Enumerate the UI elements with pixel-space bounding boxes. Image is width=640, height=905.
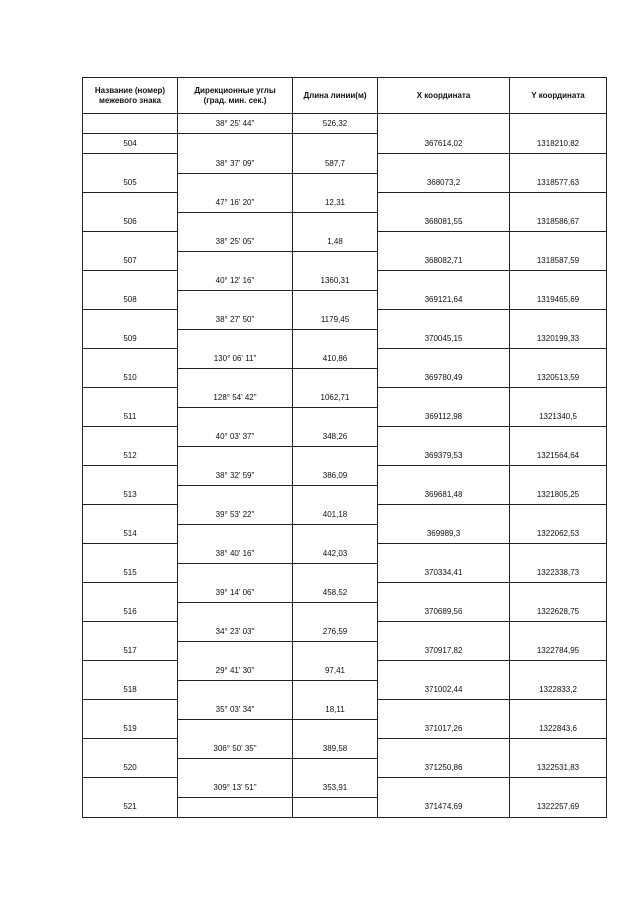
empty-cell bbox=[293, 251, 378, 271]
direction-angle-cell: 309° 13' 51" bbox=[178, 778, 293, 798]
table-row bbox=[83, 368, 607, 388]
x-coordinate-cell: 369121,64 bbox=[378, 290, 510, 310]
empty-cell bbox=[178, 290, 293, 310]
line-length-cell: 1062,71 bbox=[293, 388, 378, 408]
empty-cell bbox=[378, 583, 510, 603]
table-row bbox=[83, 134, 607, 154]
line-length-cell: 401,18 bbox=[293, 505, 378, 525]
boundary-coordinates-table bbox=[82, 77, 607, 818]
empty-cell bbox=[178, 680, 293, 700]
header-line-length bbox=[293, 78, 378, 114]
empty-cell bbox=[178, 212, 293, 232]
table-row bbox=[83, 251, 607, 271]
direction-angle-cell: 38° 25' 05" bbox=[178, 232, 293, 252]
line-length-cell: 12,31 bbox=[293, 193, 378, 213]
point-name-cell: 512 bbox=[83, 446, 178, 466]
header-y-coordinate bbox=[510, 78, 607, 114]
line-length-cell: 442,03 bbox=[293, 544, 378, 564]
empty-cell bbox=[510, 310, 607, 330]
empty-cell bbox=[83, 544, 178, 564]
empty-cell bbox=[378, 232, 510, 252]
y-coordinate-cell: 1320513,59 bbox=[510, 368, 607, 388]
line-length-cell: 353,91 bbox=[293, 778, 378, 798]
empty-cell bbox=[510, 700, 607, 720]
empty-cell bbox=[378, 193, 510, 213]
y-coordinate-cell: 1322257,69 bbox=[510, 797, 607, 817]
table-row bbox=[83, 563, 607, 583]
empty-cell bbox=[510, 505, 607, 525]
direction-angle-cell: 39° 53' 22" bbox=[178, 505, 293, 525]
table-row bbox=[83, 329, 607, 349]
direction-angle-cell: 40° 03' 37" bbox=[178, 427, 293, 447]
empty-cell bbox=[83, 622, 178, 642]
direction-angle-cell: 38° 32' 59" bbox=[178, 466, 293, 486]
table-body bbox=[83, 114, 607, 818]
direction-angle-cell: 35° 03' 34" bbox=[178, 700, 293, 720]
x-coordinate-cell: 368082,71 bbox=[378, 251, 510, 271]
x-coordinate-cell: 369780,49 bbox=[378, 368, 510, 388]
empty-cell bbox=[510, 778, 607, 798]
empty-cell bbox=[510, 388, 607, 408]
empty-cell bbox=[178, 173, 293, 193]
empty-cell bbox=[378, 778, 510, 798]
table-row bbox=[83, 310, 607, 330]
empty-cell bbox=[293, 485, 378, 505]
empty-cell bbox=[510, 154, 607, 174]
empty-cell bbox=[293, 758, 378, 778]
y-coordinate-cell: 1321564,64 bbox=[510, 446, 607, 466]
point-name-cell: 504 bbox=[83, 134, 178, 154]
y-coordinate-cell: 1318587,59 bbox=[510, 251, 607, 271]
empty-cell bbox=[510, 661, 607, 681]
table-row bbox=[83, 758, 607, 778]
point-name-cell: 515 bbox=[83, 563, 178, 583]
empty-cell bbox=[293, 173, 378, 193]
y-coordinate-cell: 1322833,2 bbox=[510, 680, 607, 700]
x-coordinate-cell: 368081,55 bbox=[378, 212, 510, 232]
empty-cell bbox=[178, 641, 293, 661]
empty-cell bbox=[293, 524, 378, 544]
x-coordinate-cell: 371017,26 bbox=[378, 719, 510, 739]
point-name-cell: 508 bbox=[83, 290, 178, 310]
header-x-coordinate bbox=[378, 78, 510, 114]
direction-angle-cell: 130° 06' 11" bbox=[178, 349, 293, 369]
table-row bbox=[83, 641, 607, 661]
header-point-name bbox=[83, 78, 178, 114]
empty-cell bbox=[510, 193, 607, 213]
x-coordinate-cell: 371474,69 bbox=[378, 797, 510, 817]
y-coordinate-cell: 1322843,6 bbox=[510, 719, 607, 739]
line-length-cell: 1,48 bbox=[293, 232, 378, 252]
table-row bbox=[83, 290, 607, 310]
empty-cell bbox=[83, 583, 178, 603]
direction-angle-cell: 38° 25' 44" bbox=[178, 114, 293, 134]
table-header-row bbox=[83, 78, 607, 114]
table-row bbox=[83, 114, 607, 134]
empty-cell bbox=[83, 778, 178, 798]
point-name-cell: 517 bbox=[83, 641, 178, 661]
x-coordinate-cell: 370917,82 bbox=[378, 641, 510, 661]
table-row bbox=[83, 505, 607, 525]
empty-cell bbox=[293, 329, 378, 349]
empty-cell bbox=[510, 349, 607, 369]
empty-cell bbox=[293, 602, 378, 622]
empty-cell bbox=[378, 466, 510, 486]
empty-cell bbox=[510, 232, 607, 252]
direction-angle-cell: 39° 14' 06" bbox=[178, 583, 293, 603]
x-coordinate-cell: 371002,44 bbox=[378, 680, 510, 700]
direction-angle-cell: 34° 23' 03" bbox=[178, 622, 293, 642]
empty-cell bbox=[510, 466, 607, 486]
point-name-cell: 520 bbox=[83, 758, 178, 778]
table-row bbox=[83, 680, 607, 700]
y-coordinate-cell: 1322628,75 bbox=[510, 602, 607, 622]
empty-cell bbox=[83, 154, 178, 174]
empty-cell bbox=[83, 739, 178, 759]
direction-angle-cell: 47° 16' 20" bbox=[178, 193, 293, 213]
empty-cell bbox=[83, 232, 178, 252]
empty-cell bbox=[378, 739, 510, 759]
header-label: Название (номер) межевого знака bbox=[94, 85, 166, 105]
x-coordinate-cell: 368073,2 bbox=[378, 173, 510, 193]
empty-cell bbox=[83, 193, 178, 213]
y-coordinate-cell: 1318210,82 bbox=[510, 134, 607, 154]
empty-cell bbox=[293, 641, 378, 661]
empty-cell bbox=[83, 388, 178, 408]
line-length-cell: 587,7 bbox=[293, 154, 378, 174]
empty-cell bbox=[378, 505, 510, 525]
x-coordinate-cell: 371250,86 bbox=[378, 758, 510, 778]
empty-cell bbox=[293, 563, 378, 583]
empty-cell bbox=[510, 271, 607, 291]
table-row bbox=[83, 232, 607, 252]
empty-cell bbox=[178, 251, 293, 271]
empty-cell bbox=[378, 544, 510, 564]
direction-angle-cell: 38° 40' 16" bbox=[178, 544, 293, 564]
x-coordinate-cell: 369989,3 bbox=[378, 524, 510, 544]
empty-cell bbox=[83, 700, 178, 720]
table-row bbox=[83, 173, 607, 193]
empty-cell bbox=[378, 271, 510, 291]
empty-cell bbox=[178, 329, 293, 349]
direction-angle-cell: 128° 54' 42" bbox=[178, 388, 293, 408]
point-name-cell: 518 bbox=[83, 680, 178, 700]
point-name-cell: 516 bbox=[83, 602, 178, 622]
empty-cell bbox=[378, 622, 510, 642]
empty-cell bbox=[293, 212, 378, 232]
table-row bbox=[83, 485, 607, 505]
table-row bbox=[83, 446, 607, 466]
table-row bbox=[83, 212, 607, 232]
point-name-cell: 513 bbox=[83, 485, 178, 505]
empty-cell bbox=[293, 407, 378, 427]
empty-cell bbox=[510, 114, 607, 134]
empty-cell bbox=[178, 446, 293, 466]
line-length-cell: 1360,31 bbox=[293, 271, 378, 291]
table-row bbox=[83, 700, 607, 720]
direction-angle-cell: 306° 50' 35" bbox=[178, 739, 293, 759]
x-coordinate-cell: 369379,53 bbox=[378, 446, 510, 466]
empty-cell bbox=[178, 758, 293, 778]
line-length-cell: 276,59 bbox=[293, 622, 378, 642]
table-row bbox=[83, 622, 607, 642]
empty-cell bbox=[378, 114, 510, 134]
direction-angle-cell: 38° 27' 50" bbox=[178, 310, 293, 330]
empty-cell bbox=[83, 310, 178, 330]
empty-cell bbox=[293, 680, 378, 700]
empty-cell bbox=[83, 466, 178, 486]
point-name-cell: 507 bbox=[83, 251, 178, 271]
empty-cell bbox=[293, 797, 378, 817]
table-row bbox=[83, 778, 607, 798]
empty-cell bbox=[83, 271, 178, 291]
empty-cell bbox=[378, 661, 510, 681]
table-row bbox=[83, 427, 607, 447]
table-row bbox=[83, 583, 607, 603]
empty-cell bbox=[510, 427, 607, 447]
point-name-cell: 506 bbox=[83, 212, 178, 232]
line-length-cell: 386,09 bbox=[293, 466, 378, 486]
empty-cell bbox=[178, 602, 293, 622]
line-length-cell: 526,32 bbox=[293, 114, 378, 134]
line-length-cell: 1179,45 bbox=[293, 310, 378, 330]
direction-angle-cell: 38° 37' 09" bbox=[178, 154, 293, 174]
table-row bbox=[83, 719, 607, 739]
empty-cell bbox=[510, 583, 607, 603]
table-row bbox=[83, 544, 607, 564]
line-length-cell: 410,86 bbox=[293, 349, 378, 369]
table-row bbox=[83, 407, 607, 427]
line-length-cell: 97,41 bbox=[293, 661, 378, 681]
y-coordinate-cell: 1318577,63 bbox=[510, 173, 607, 193]
x-coordinate-cell: 370334,41 bbox=[378, 563, 510, 583]
table-row bbox=[83, 466, 607, 486]
empty-cell bbox=[178, 134, 293, 154]
header-label: X координата bbox=[416, 90, 471, 100]
empty-cell bbox=[178, 524, 293, 544]
empty-cell bbox=[83, 114, 178, 134]
empty-cell bbox=[378, 310, 510, 330]
line-length-cell: 18,11 bbox=[293, 700, 378, 720]
empty-cell bbox=[83, 349, 178, 369]
empty-cell bbox=[510, 622, 607, 642]
table-row bbox=[83, 661, 607, 681]
point-name-cell: 510 bbox=[83, 368, 178, 388]
table-row bbox=[83, 193, 607, 213]
point-name-cell: 521 bbox=[83, 797, 178, 817]
table-row bbox=[83, 602, 607, 622]
empty-cell bbox=[178, 368, 293, 388]
empty-cell bbox=[178, 485, 293, 505]
x-coordinate-cell: 369681,48 bbox=[378, 485, 510, 505]
point-name-cell: 509 bbox=[83, 329, 178, 349]
point-name-cell: 505 bbox=[83, 173, 178, 193]
empty-cell bbox=[83, 505, 178, 525]
table-row bbox=[83, 797, 607, 817]
table-row bbox=[83, 388, 607, 408]
y-coordinate-cell: 1322062,53 bbox=[510, 524, 607, 544]
y-coordinate-cell: 1318586,67 bbox=[510, 212, 607, 232]
empty-cell bbox=[178, 407, 293, 427]
x-coordinate-cell: 367614,02 bbox=[378, 134, 510, 154]
header-direction-angle bbox=[178, 78, 293, 114]
y-coordinate-cell: 1321340,5 bbox=[510, 407, 607, 427]
empty-cell bbox=[178, 719, 293, 739]
direction-angle-cell: 40° 12' 16" bbox=[178, 271, 293, 291]
empty-cell bbox=[293, 134, 378, 154]
empty-cell bbox=[378, 388, 510, 408]
line-length-cell: 348,26 bbox=[293, 427, 378, 447]
line-length-cell: 458,52 bbox=[293, 583, 378, 603]
empty-cell bbox=[293, 290, 378, 310]
table-row bbox=[83, 739, 607, 759]
empty-cell bbox=[378, 349, 510, 369]
x-coordinate-cell: 370689,56 bbox=[378, 602, 510, 622]
y-coordinate-cell: 1322784,95 bbox=[510, 641, 607, 661]
empty-cell bbox=[378, 154, 510, 174]
table-row bbox=[83, 349, 607, 369]
empty-cell bbox=[293, 719, 378, 739]
y-coordinate-cell: 1322338,73 bbox=[510, 563, 607, 583]
empty-cell bbox=[178, 797, 293, 817]
table-row bbox=[83, 154, 607, 174]
empty-cell bbox=[510, 544, 607, 564]
empty-cell bbox=[510, 739, 607, 759]
empty-cell bbox=[293, 446, 378, 466]
y-coordinate-cell: 1322531,83 bbox=[510, 758, 607, 778]
empty-cell bbox=[83, 661, 178, 681]
point-name-cell: 511 bbox=[83, 407, 178, 427]
line-length-cell: 389,58 bbox=[293, 739, 378, 759]
table-row bbox=[83, 524, 607, 544]
direction-angle-cell: 29° 41' 30" bbox=[178, 661, 293, 681]
x-coordinate-cell: 369112,98 bbox=[378, 407, 510, 427]
point-name-cell: 519 bbox=[83, 719, 178, 739]
header-label: Длина линии(м) bbox=[303, 90, 367, 100]
header-label: Y координата bbox=[531, 90, 585, 100]
empty-cell bbox=[293, 368, 378, 388]
header-label: Дирекционные углы (град. мин. сек.) bbox=[194, 85, 276, 105]
x-coordinate-cell: 370045,15 bbox=[378, 329, 510, 349]
empty-cell bbox=[378, 700, 510, 720]
y-coordinate-cell: 1319465,69 bbox=[510, 290, 607, 310]
point-name-cell: 514 bbox=[83, 524, 178, 544]
table-row bbox=[83, 271, 607, 291]
empty-cell bbox=[178, 563, 293, 583]
y-coordinate-cell: 1320199,33 bbox=[510, 329, 607, 349]
empty-cell bbox=[83, 427, 178, 447]
empty-cell bbox=[378, 427, 510, 447]
y-coordinate-cell: 1321805,25 bbox=[510, 485, 607, 505]
